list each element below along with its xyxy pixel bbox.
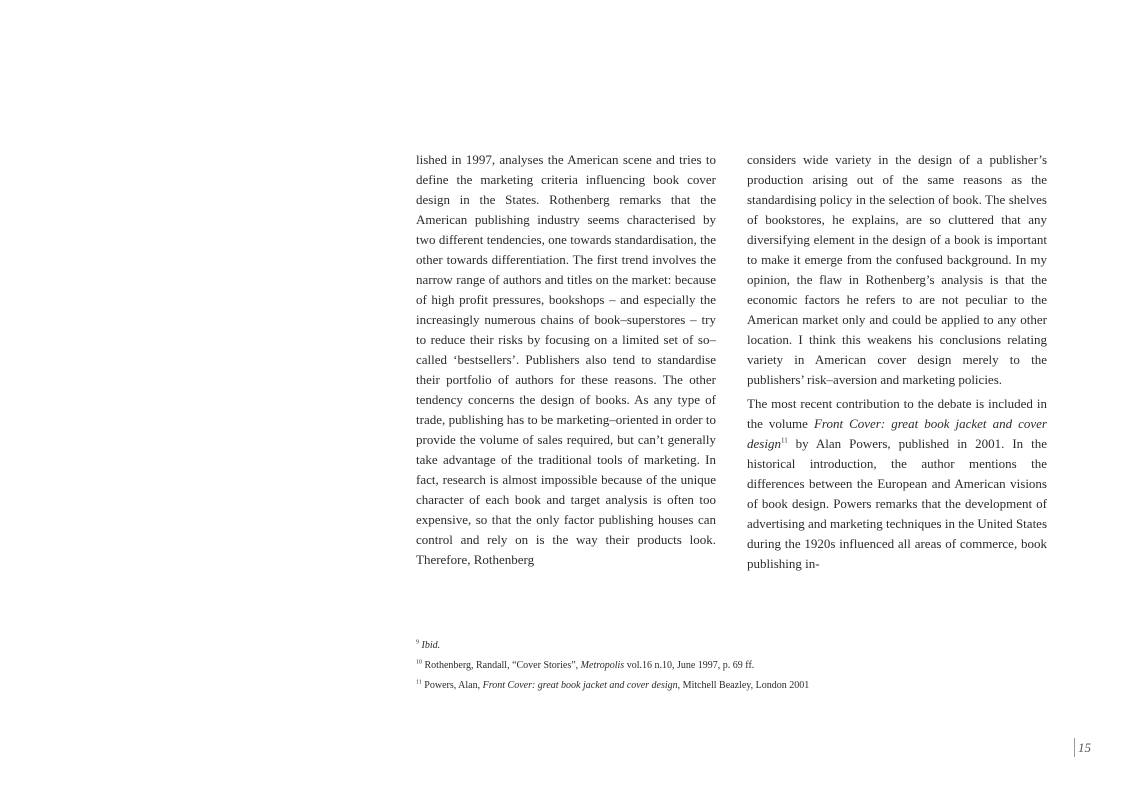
footnote-number: 10: [416, 659, 422, 666]
right-column-paragraph-2: [747, 394, 1047, 574]
footnote-marker-11: 11: [780, 436, 788, 445]
footnotes: [416, 636, 1056, 696]
right-text-column: [747, 150, 1047, 574]
left-text-column: [416, 150, 716, 570]
right-column-paragraph-1: considers wide variety in the design of a publisher’s production arising out of the same reasons as the standardising policy in the selection of book. The shelves of bookstores, he explains, are so cluttered that any diversifying element in the design of a book is important to make it emerge from the confused background. In my opinion, the flaw in Rothenberg’s analysis is that the economic factors he refers to are not peculiar to the American market only and could be applied to any other location. I think this weakens his conclusions relating variety in American cover design merely to the publishers’ risk–aversion and marketing policies.: [747, 152, 1047, 387]
footnote-text-before: Powers, Alan,: [424, 680, 483, 691]
footnote-text-after: , Mitchell Beazley, London 2001: [677, 680, 810, 691]
page-number: 15: [1078, 740, 1091, 755]
left-column-paragraph: lished in 1997, analyses the American scene and tries to define the marketing criteria influencing book cover design in the States. Rothenberg remarks that the American publishing industry seems characterised by two different tendencies, one towards standardisation, the other towards differentiation. The first trend involves the narrow range of authors and titles on the market: because of high profit pressures, bookshops – and especially the increasingly numerous chains of book–superstores – try to reduce their risks by focusing on a limited set of so–called ‘bestsellers’. Publishers also tend to standardise their portfolio of authors for these reasons. The other tendency concerns the design of books. As any type of trade, publishing has to be marketing–oriented in order to provide the volume of sales required, but can’t generally take advantage of the traditional tools of marketing. In fact, research is almost impossible because of the unique character of each book and target analysis is often too expensive, so that the only factor publishing houses can control and rely on is the way their products look. Therefore, Rothenberg: [416, 152, 716, 567]
footnote-italic-text: Front Cover: great book jacket and cover design: [482, 680, 678, 691]
footnote-text-before: Rothenberg, Randall, “Cover Stories”,: [424, 660, 581, 671]
footnote-text-after: vol.16 n.10, June 1997, p. 69 ff.: [624, 660, 755, 671]
footnote-italic-text: Ibid.: [421, 640, 441, 651]
paragraph-2-rest: by Alan Powers, published in 2001. In the historical introduction, the author mentions the differences between the European and American visions of book design. Powers remarks that the development of advertising and marketing techniques in the United States during the 1920s influenced all areas of commerce, book publishing in-: [747, 436, 1048, 571]
footnote-9: [416, 636, 1056, 656]
footnote-number: 11: [416, 679, 422, 686]
footnote-number: 9: [416, 639, 419, 646]
footnote-10: [416, 656, 1056, 676]
footnote-11: [416, 676, 1056, 696]
footnote-italic-text: Metropolis: [580, 660, 625, 671]
page-number-rule: [1074, 738, 1075, 757]
book-title-reference: Front Cover: great book jacket and cover design: [747, 416, 1047, 451]
paragraph-2-lead: The most recent contribution to the debate is included in the volume: [747, 396, 1047, 431]
